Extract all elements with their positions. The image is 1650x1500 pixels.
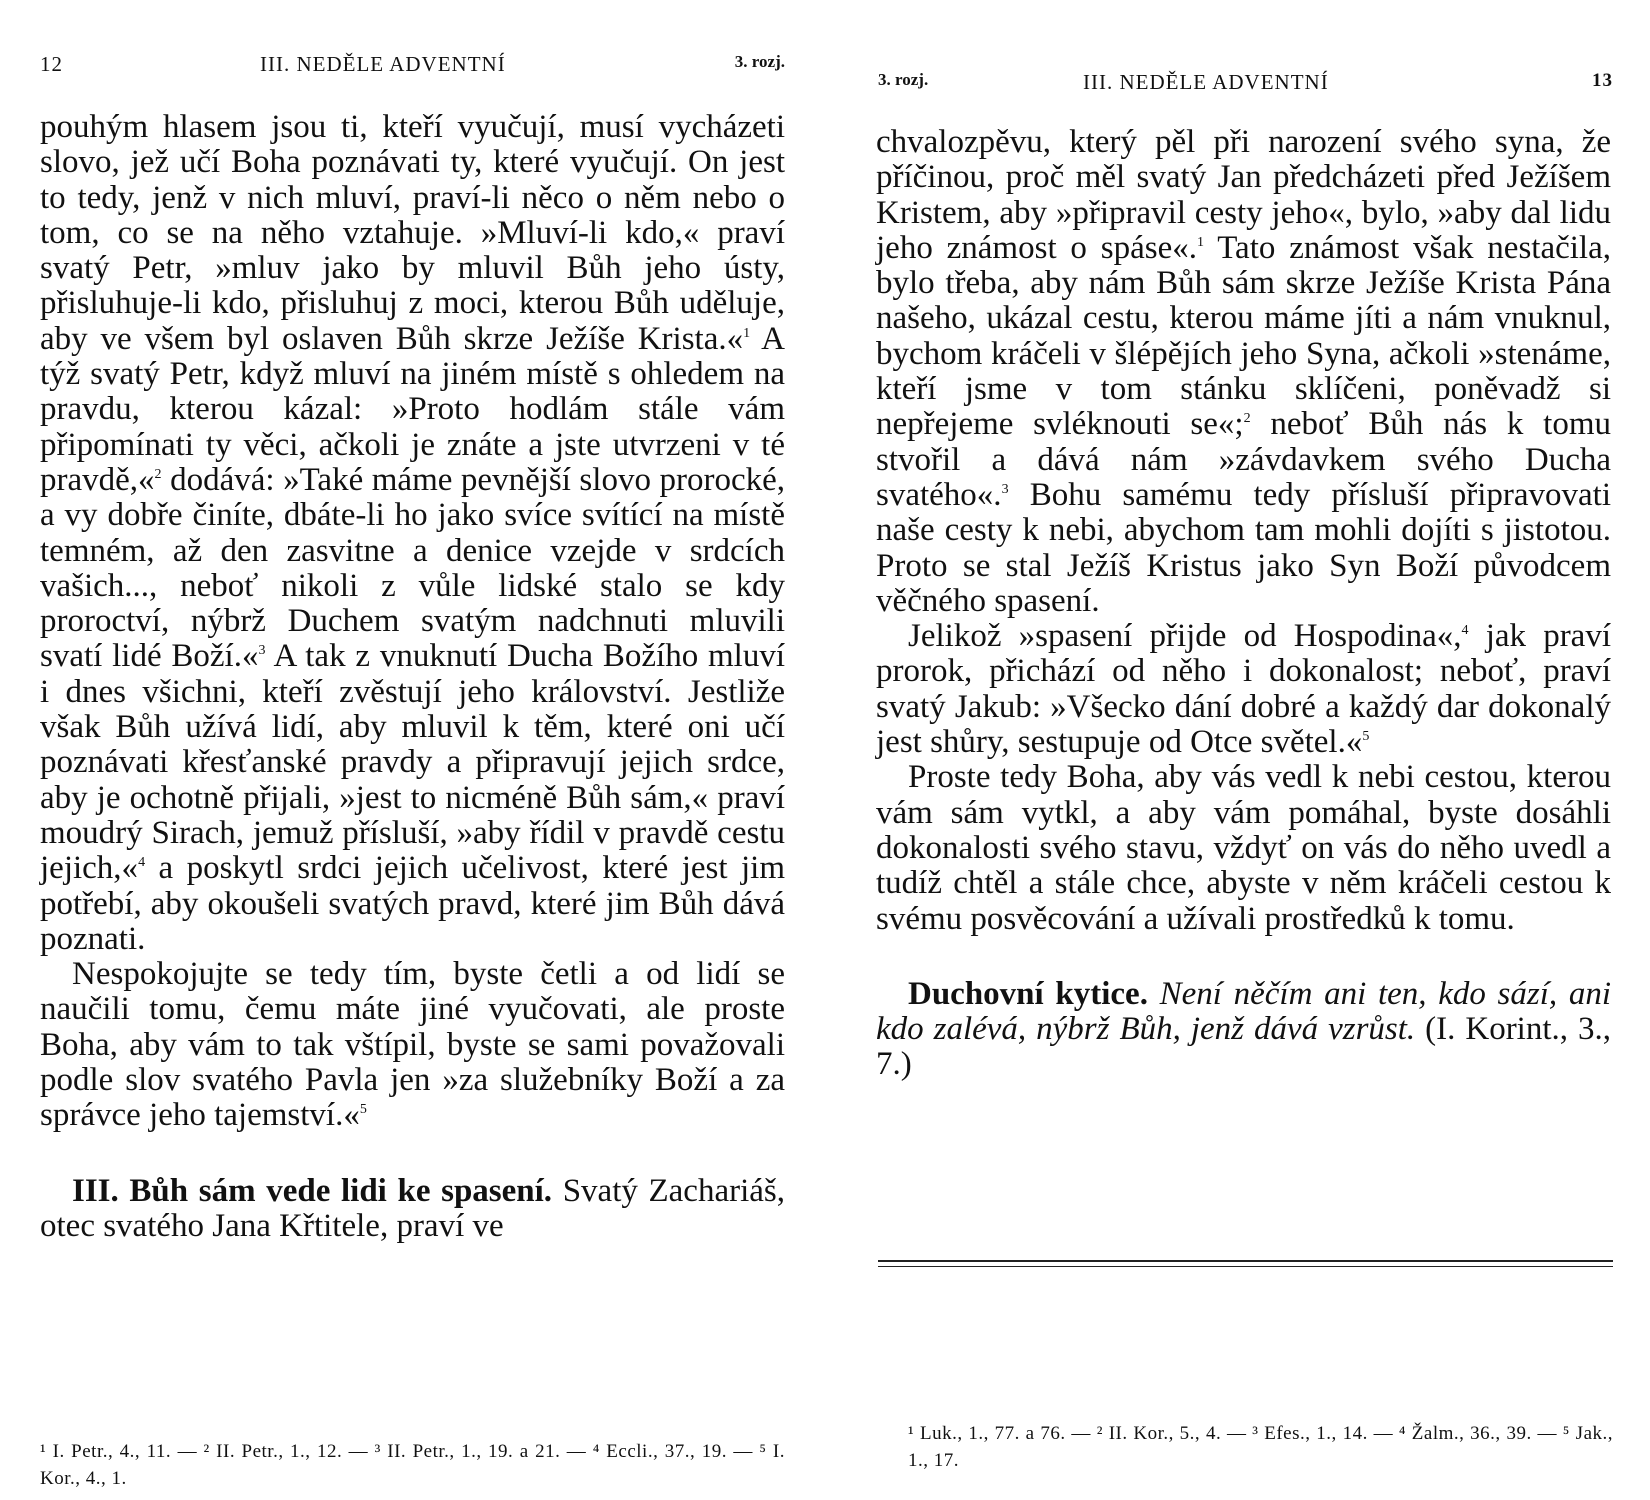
section-heading: III. Bůh sám vede lidi ke spasení. xyxy=(72,1172,553,1209)
text-run: pouhým hlasem jsou ti, kteří vyučují, musí vycházeti slovo, jež učí Boha poznávati ty, které vyučují. On jest to tedy, jenž v nich mluví, praví-li něco o něm nebo o tom, co se na něho vztahuje. »Mluví-li kdo,« praví svatý Petr, »mluv jako by mluvil Bůh jeho ústy, přisluhuje-li kdo, přisluhuj z moci, kterou Bůh uděluje, aby ve všem byl oslaven Bůh skrze Ježíše Krista.« xyxy=(40,109,785,357)
running-title: III. NEDĚLE ADVENTNÍ xyxy=(260,52,506,76)
body-text xyxy=(876,125,1611,1083)
running-title: III. NEDĚLE ADVENTNÍ xyxy=(1083,70,1329,94)
body-text xyxy=(40,110,785,1244)
text-run: A týž svatý Petr, když mluví na jiném místě s ohledem na pravdu, kterou kázal: »Proto hodlám stále vám připomínati ty věci, ačkoli je znáte a jste utvrzeni v té pravdě,« xyxy=(40,320,785,498)
paragraph xyxy=(876,619,1611,760)
text-run: Nespokojujte se tedy tím, byste četli a od lidí se naučili tomu, čemu máte jiné vyučovati, ale proste Boha, aby vám to tak vštípil, byste se sami považovali podle slov svatého Pavla jen »za služebníky Boží a za správce jeho tajemství.« xyxy=(40,956,785,1134)
running-head xyxy=(868,70,1613,110)
footnote-ref: 2 xyxy=(154,466,162,482)
footnote-ref: 1 xyxy=(1196,234,1204,250)
text-run: neboť Bůh nás k tomu stvořil a dává nám »závdavkem svého Ducha svatého«. xyxy=(876,406,1611,513)
footnote-ref: 3 xyxy=(258,643,266,659)
text-run: Bohu samému tedy přísluší připravovati naše cesty k nebi, abychom tam mohli dojíti s jistotou. Proto se stal Ježíš Kristus jako Syn Boží původcem věčného spasení. xyxy=(876,476,1611,619)
footnote-ref: 1 xyxy=(743,325,751,341)
chapter-label: 3. rozj. xyxy=(734,52,785,71)
footnote-ref: 5 xyxy=(1362,729,1370,745)
divider-rule xyxy=(878,1266,1613,1267)
footnotes: ¹ I. Petr., 4., 11. — ² II. Petr., 1., 12. — ³ II. Petr., 1., 19. a 21. — ⁴ Eccli., 37., 19. — ⁵ I. Kor., 4., 1. xyxy=(40,1441,785,1489)
footnote-ref: 5 xyxy=(359,1102,367,1118)
footnote-ref: 4 xyxy=(1461,623,1469,639)
footnote-ref: 4 xyxy=(138,855,146,871)
footnote-ref: 2 xyxy=(1243,411,1251,427)
text-run: Tato známost však nestačila, bylo třeba, aby nám Bůh sám skrze Ježíše Krista Pána našeho, ukázal cestu, kterou máme jíti a nám vnuknul, bychom kráčeli v šlépějích jeho Syna, ačkoli »stenáme, kteří jsme v tom stánku sklíčeni, poněvadž si nepřejeme svléknouti se«; xyxy=(876,229,1611,443)
paragraph xyxy=(40,957,785,1133)
left-page xyxy=(30,0,795,1500)
text-run: chvalozpěvu, který pěl při narození svého syna, že příčinou, proč měl svatý Jan předcházeti před Ježíšem Kristem, aby »připravil cesty jeho«, bylo, »aby dal lidu jeho známost o spáse«. xyxy=(876,124,1611,266)
chapter-label: 3. rozj. xyxy=(878,70,929,89)
right-page xyxy=(868,0,1613,1500)
text-run: a poskytl srdci jejich učelivost, které jest jim potřebí, aby okoušeli svatých pravd, které jim Bůh dává poznati. xyxy=(40,850,785,957)
bouquet-label: Duchovní kytice. xyxy=(908,975,1148,1012)
paragraph xyxy=(876,760,1611,936)
footnotes: ¹ Luk., 1., 77. a 76. — ² II. Kor., 5., 4. — ³ Efes., 1., 14. — ⁴ Žalm., 36., 39. — ⁵ Jak., 1., 17. xyxy=(908,1423,1613,1471)
text-run: A tak z vnuknutí Ducha Božího mluví i dnes všichni, kteří zvěstují jeho království. Jestliže však Bůh užívá lidí, aby mluvil k těm, které oni učí poznávati křesťanské pravdy a připravují jejich srdce, aby je ochotně přijali, »jest to nicméně Bůh sám,« praví moudrý Sirach, jemuž přísluší, »aby řídil v pravdě cestu jejich,« xyxy=(40,638,785,887)
paragraph xyxy=(876,125,1611,619)
footnote-ref: 3 xyxy=(1001,481,1009,497)
bouquet-reference: (I. Korint., 3., 7.) xyxy=(876,1011,1611,1083)
text-run: Svatý Zachariáš, otec svatého Jana Křtitele, praví ve xyxy=(40,1172,785,1244)
text-run: jak praví prorok, přichází od něho i dokonalost; neboť, praví svatý Jakub: »Všecko dání dobré a každý dar dokonalý jest shůry, sestupuje od Otce světel.« xyxy=(876,618,1611,761)
text-run: dodává: »Také máme pevnější slovo prorocké, a vy dobře činíte, dbáte-li ho jako svíce svítící na místě temném, až den zasvitne a denice vzejde v srdcích vašich..., neboť nikoli z vůle lidské stalo se kdy proroctví, nýbrž Duchem svatým nadchnuti mluvili svatí lidé Boží.« xyxy=(40,461,785,675)
spiritual-bouquet xyxy=(876,977,1611,1083)
paragraph xyxy=(40,110,785,957)
running-head xyxy=(30,52,795,92)
bouquet-quote: Není něčím ani ten, kdo sází, ani kdo zalévá, nýbrž Bůh, jenž dává vzrůst. xyxy=(876,975,1611,1048)
page-number: 13 xyxy=(1592,70,1613,91)
section-paragraph xyxy=(40,1174,785,1245)
text-run: Proste tedy Boha, aby vás vedl k nebi cestou, kterou vám sám vytkl, a aby vám pomáhal, byste dosáhli dokonalosti svého stavu, vždyť on vás do něho uvedl a tudíž chtěl a stále chce, abyste v něm kráčeli cestou k svému posvěcování a užívali prostředků k tomu. xyxy=(876,759,1611,937)
text-run: Jelikož »spasení přijde od Hospodina«, xyxy=(908,618,1462,655)
page-number: 12 xyxy=(40,52,63,76)
divider-rule xyxy=(878,1260,1613,1262)
